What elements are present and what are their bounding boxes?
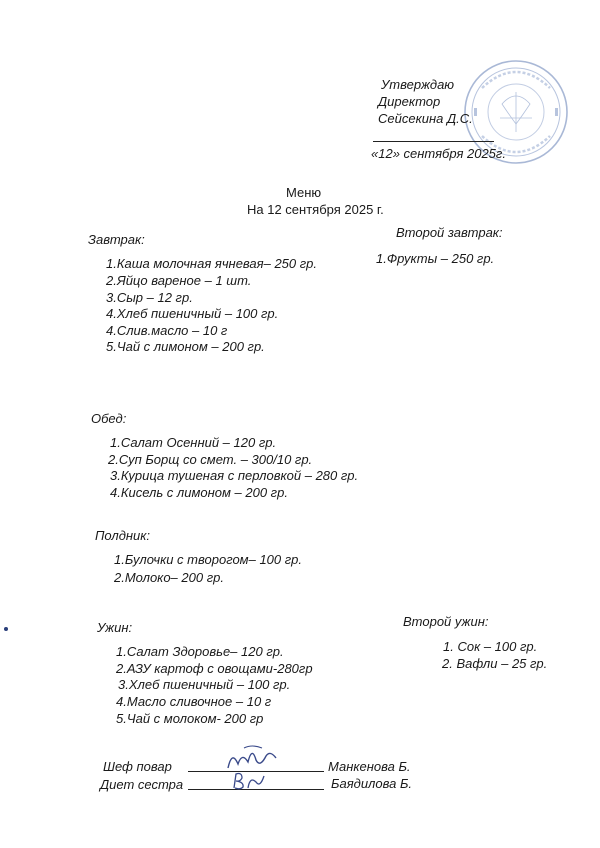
second-dinner-item: 2. Вафли – 25 гр. xyxy=(442,656,548,671)
second-dinner-heading: Второй ужин: xyxy=(403,614,489,629)
dinner-item: 5.Чай с молоком- 200 гр xyxy=(116,711,264,726)
breakfast-item: 1.Каша молочная ячневая– 250 гр. xyxy=(106,256,317,271)
approval-position-text: Директор xyxy=(378,94,441,109)
scan-ink-dot xyxy=(4,627,8,631)
breakfast-item: 4.Хлеб пшеничный – 100 гр. xyxy=(106,306,279,321)
dinner-item: 1.Салат Здоровье– 120 гр. xyxy=(116,644,284,659)
chef-name: Манкенова Б. xyxy=(328,759,411,774)
breakfast-item: 2.Яйцо вареное – 1 шт. xyxy=(106,273,252,288)
breakfast-item: 5.Чай с лимоном – 200 гр. xyxy=(106,339,265,354)
snack-item: 2.Молоко– 200 гр. xyxy=(114,570,224,585)
second-dinner-item: 1. Сок – 100 гр. xyxy=(443,639,538,654)
lunch-item: 1.Салат Осенний – 120 гр. xyxy=(110,435,277,450)
second-breakfast-item: 1.Фрукты – 250 гр. xyxy=(376,251,495,266)
approval-approve-text: Утверждаю xyxy=(381,77,455,92)
page-title: Меню xyxy=(286,185,322,200)
lunch-item: 4.Кисель с лимоном – 200 гр. xyxy=(110,485,288,500)
breakfast-item: 4.Слив.масло – 10 г xyxy=(106,323,228,338)
breakfast-heading: Завтрак: xyxy=(88,232,145,247)
page-subtitle-date: На 12 сентября 2025 г. xyxy=(247,202,384,217)
approval-date-text: «12» сентября 2025г. xyxy=(371,146,506,161)
lunch-item: 2.Суп Борщ со смет. – 300/10 гр. xyxy=(108,452,313,467)
snack-item: 1.Булочки с творогом– 100 гр. xyxy=(114,552,302,567)
dinner-heading: Ужин: xyxy=(97,620,133,635)
lunch-item: 3.Курица тушеная с перловкой – 280 гр. xyxy=(110,468,359,483)
diet-nurse-label: Диет сестра xyxy=(100,777,184,792)
diet-nurse-handwritten-signature xyxy=(228,768,272,794)
dinner-item: 4.Масло сливочное – 10 г xyxy=(116,694,272,709)
dinner-item: 2.АЗУ картоф с овощами-280гр xyxy=(116,661,313,676)
breakfast-item: 3.Сыр – 12 гр. xyxy=(106,290,193,305)
snack-heading: Полдник: xyxy=(95,528,151,543)
chef-label: Шеф повар xyxy=(103,759,172,774)
diet-nurse-name: Баядилова Б. xyxy=(331,776,413,791)
lunch-heading: Обед: xyxy=(91,411,127,426)
dinner-item: 3.Хлеб пшеничный – 100 гр. xyxy=(118,677,291,692)
approval-name-text: Сейсекина Д.С. xyxy=(378,111,473,126)
approval-signature-line xyxy=(373,141,494,142)
second-breakfast-heading: Второй завтрак: xyxy=(396,225,503,240)
